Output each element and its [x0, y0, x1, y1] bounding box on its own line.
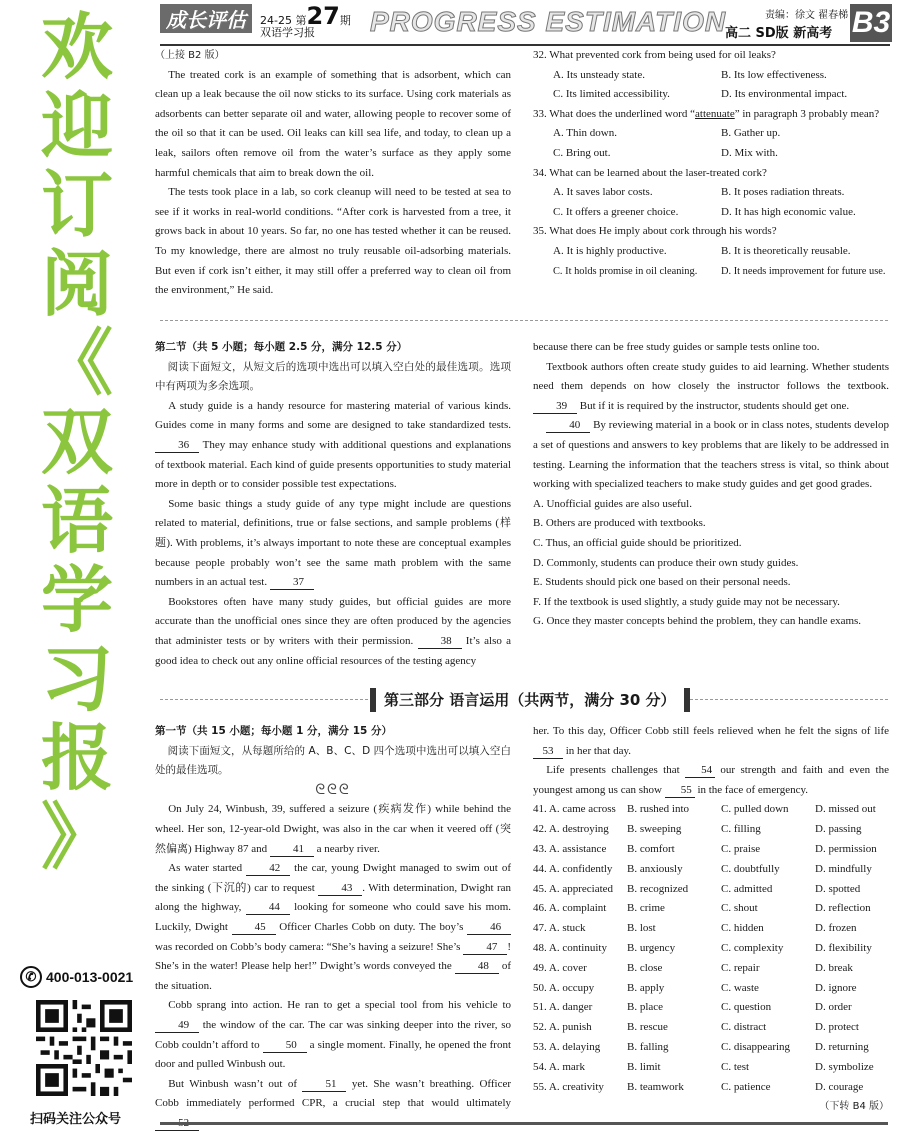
- option[interactable]: E. Students should pick one based on their personal needs.: [533, 576, 791, 589]
- option[interactable]: D. Mix with.: [721, 146, 778, 159]
- cloze-option[interactable]: D. mindfully: [815, 862, 872, 875]
- cloze-option[interactable]: D. returning: [815, 1040, 869, 1053]
- paper-name: 双语学习报: [260, 26, 315, 39]
- cloze-option[interactable]: C. distract: [721, 1021, 767, 1034]
- promo-strip: [0, 0, 148, 1132]
- section-title: 第二节（共 5 小题；每小题 2.5 分，满分 12.5 分）: [155, 341, 408, 353]
- cloze-option[interactable]: B. limit: [627, 1060, 661, 1073]
- cloze-option[interactable]: 43. A. assistance: [533, 842, 607, 855]
- divider: [160, 320, 888, 321]
- blank-47[interactable]: 47: [463, 940, 507, 955]
- option[interactable]: A. It is highly productive.: [553, 244, 667, 257]
- cloze-option[interactable]: C. shout: [721, 902, 758, 915]
- blank-49[interactable]: 49: [155, 1018, 199, 1033]
- cloze-option[interactable]: 42. A. destroying: [533, 823, 609, 836]
- part3-banner: [160, 688, 888, 712]
- cloze-option[interactable]: B. anxiously: [627, 862, 683, 875]
- cloze-option[interactable]: 41. A. came across: [533, 803, 616, 816]
- option[interactable]: A. Its unsteady state.: [553, 68, 645, 81]
- paragraph: A study guide is a handy resource for mastering material of various kinds. Guides come in many forms and some are designed to take standardized tests. 36 They may enhance study with additional questions and explanations of textbook material. Each kind of guide presents opportunities to study material more in depth or to consider possible test expectations.: [155, 399, 511, 491]
- slogan-char: 订: [40, 163, 113, 247]
- option[interactable]: C. Thus, an official guide should be prioritized.: [533, 536, 742, 549]
- blank-46[interactable]: 46: [467, 920, 511, 935]
- slogan-char: 迎: [40, 84, 113, 168]
- paragraph: The tests took place in a lab, so cork cleanup will need to be tested at sea to see if it works in real-world conditions. “After cork is harvested from a tree, it grows back in about 10 years. So far, no one has tested whether it can be reused. To my knowledge, there are almost no truly reusable oil-adsorbing materials. But even if cork isn’t either, it may still offer a preferred way to clean oil from the environment,” He said.: [155, 186, 511, 297]
- cloze-option[interactable]: B. recognized: [627, 882, 689, 895]
- paragraph: her. To this day, Officer Cobb still feels relieved when he felt the signs of life 53 in her that day.: [533, 725, 889, 757]
- cloze-option[interactable]: B. comfort: [627, 842, 675, 855]
- page-number: B3: [850, 4, 892, 42]
- cloze-option[interactable]: B. falling: [627, 1040, 669, 1053]
- slogan-char: 欢: [40, 5, 113, 89]
- brand-logo: 成长评估: [160, 4, 252, 33]
- cloze-option[interactable]: C. complexity: [721, 941, 784, 954]
- cloze-option[interactable]: D. break: [815, 961, 853, 974]
- part3-right: [533, 722, 889, 1117]
- cloze-option[interactable]: C. admitted: [721, 882, 773, 895]
- slogan-char: 习: [40, 637, 113, 721]
- cloze-option[interactable]: 46. A. complaint: [533, 902, 607, 915]
- issue-label: 第: [295, 14, 307, 27]
- cloze-option[interactable]: C. question: [721, 1001, 772, 1014]
- option[interactable]: A. Unofficial guides are also useful.: [533, 497, 692, 510]
- cloze-option[interactable]: D. missed out: [815, 803, 876, 816]
- cloze-option[interactable]: 48. A. continuity: [533, 941, 607, 954]
- slogan-char: 《: [40, 321, 113, 405]
- cloze-option[interactable]: B. crime: [627, 902, 665, 915]
- blank-42[interactable]: 42: [246, 861, 290, 876]
- cloze-option[interactable]: C. waste: [721, 981, 759, 994]
- option[interactable]: A. It saves labor costs.: [553, 186, 653, 199]
- section-banner: PROGRESS ESTIMATION: [370, 6, 727, 37]
- paragraph: The treated cork is an example of something that is adsorbent, which can clean up a leak because the oil now sticks to its surface. Using cork materials as adsorbents can better separate oil and water, allowing people to recover some of the oil so that it can be used. Oil leaks can kill sea life, and today, to clean up a leak, sailors often remove oil from the water’s surface as they apply some harmful chemicals that aim to break down the oil.: [155, 68, 511, 179]
- option[interactable]: D. Commonly, students can produce their own study guides.: [533, 556, 799, 569]
- option[interactable]: C. It holds promise in oil cleaning.: [553, 265, 698, 277]
- cloze-option[interactable]: B. sweeping: [627, 823, 682, 836]
- paragraph: because there can be free study guides or sample tests online too.: [533, 341, 820, 353]
- slogan-char: 学: [40, 558, 113, 642]
- cloze-option[interactable]: C. doubtfully: [721, 862, 780, 875]
- blank-40[interactable]: 40: [546, 418, 590, 433]
- editor-credit: 责编：徐文 翟春梯: [765, 10, 849, 21]
- cloze-option[interactable]: D. courage: [815, 1080, 864, 1093]
- paragraph: Cobb sprang into action. He ran to get a special tool from his vehicle to 49 the window of the car. The car was sinking deeper into the river, so Cobb couldn’t afford to 50 a single moment. Finally, he opened the front door and pulled Winbush out.: [155, 999, 511, 1071]
- cloze-option[interactable]: C. repair: [721, 961, 760, 974]
- qr-caption: 扫码关注公众号: [30, 1112, 122, 1127]
- paragraph: But Winbush wasn’t out of 51 yet. She wasn’t breathing. Officer Cobb immediately performed CPR, a crucial step that would ultimately 52: [155, 1077, 512, 1129]
- section2-right: [533, 338, 889, 632]
- cloze-option[interactable]: B. apply: [627, 981, 665, 994]
- blank-53[interactable]: 53: [533, 744, 563, 759]
- blank-37[interactable]: 37: [270, 575, 314, 590]
- option[interactable]: C. Its limited accessibility.: [553, 88, 670, 101]
- blank-38[interactable]: 38: [418, 634, 462, 649]
- cloze-option[interactable]: 53. A. delaying: [533, 1040, 601, 1053]
- phone-icon: ✆: [20, 966, 42, 988]
- cloze-option[interactable]: D. flexibility: [815, 941, 872, 954]
- cloze-option[interactable]: 44. A. confidently: [533, 862, 613, 875]
- reading-questions: [533, 46, 889, 281]
- cloze-option[interactable]: 52. A. punish: [533, 1021, 592, 1034]
- page-header: [160, 0, 890, 46]
- paragraph: On July 24, Winbush, 39, suffered a seizure (疾病发作) while behind the wheel. Her son, 12-year-old Dwight, was also in the car when it veered off (突然偏离) Highway 87 and 41 a nearby river.: [155, 803, 511, 855]
- section-instruction: 阅读下面短文，从短文后的选项中选出可以填入空白处的最佳选项。选项中有两项为多余选项。: [155, 360, 511, 393]
- blank-51[interactable]: 51: [302, 1077, 346, 1092]
- cloze-option[interactable]: 50. A. occupy: [533, 981, 595, 994]
- cloze-option[interactable]: D. order: [815, 1001, 852, 1014]
- blank-48[interactable]: 48: [455, 959, 499, 974]
- cloze-option[interactable]: D. permission: [815, 842, 877, 855]
- cloze-option[interactable]: C. filling: [721, 823, 761, 836]
- option[interactable]: C. Bring out.: [553, 146, 611, 159]
- section2-left: [155, 338, 511, 671]
- cloze-option[interactable]: B. rescue: [627, 1021, 668, 1034]
- slogan-char: 报: [40, 716, 113, 800]
- slogan-char: 双: [40, 400, 113, 484]
- cloze-option[interactable]: B. urgency: [627, 941, 676, 954]
- cloze-option[interactable]: D. spotted: [815, 882, 861, 895]
- option[interactable]: B. It poses radiation threats.: [721, 186, 845, 199]
- cloze-option[interactable]: 51. A. danger: [533, 1001, 593, 1014]
- paragraph: As water started 42 the car, young Dwight managed to swim out of the sinking (下沉的) car to request 43 . With determination, Dwight ran along the highway, 44 looking for someone who could save his mom. Luckily, Dwight 45 Officer Charles Cobb on duty. The boy’s 46 was recorded on Cobb’s body camera: “She’s having a seizure! She’s 47 ! She’s in the water! Please help her!” Dwight’s words conveyed the 48 of the situation.: [155, 862, 512, 992]
- blank-55[interactable]: 55: [665, 783, 695, 798]
- cloze-option[interactable]: C. pulled down: [721, 803, 789, 816]
- cloze-option[interactable]: C. hidden: [721, 922, 764, 935]
- paragraph: Life presents challenges that 54 our strength and faith and even the youngest among us can show 55 in the face of emergency.: [533, 764, 889, 796]
- phone-number: 400-013-0021: [46, 969, 134, 985]
- cloze-option[interactable]: C. disappearing: [721, 1040, 791, 1053]
- cloze-option[interactable]: D. protect: [815, 1021, 859, 1034]
- blank-52[interactable]: 52: [155, 1116, 199, 1131]
- decoration-icon: ᘓᘓᘓ: [315, 782, 351, 798]
- issue-num: 27: [306, 2, 340, 30]
- option[interactable]: B. Others are produced with textbooks.: [533, 517, 706, 530]
- blank-54[interactable]: 54: [685, 763, 715, 778]
- cloze-option[interactable]: C. praise: [721, 842, 761, 855]
- option[interactable]: D. It has high economic value.: [721, 205, 856, 218]
- issue-suffix: 期: [339, 14, 351, 27]
- underlined-word: attenuate: [695, 107, 735, 120]
- continued-note: （下转 B4 版）: [819, 1101, 889, 1113]
- cloze-option[interactable]: D. passing: [815, 823, 862, 836]
- cloze-option[interactable]: B. teamwork: [627, 1080, 684, 1093]
- cloze-option[interactable]: 49. A. cover: [533, 961, 587, 974]
- blank-41[interactable]: 41: [270, 842, 314, 857]
- paragraph: 40 By reviewing material in a book or in class notes, students develop a set of questions and answers to key problems that are likely to be addressed in testing. Learning the information that the teachers stress is vital, so think about working with specialized teachers to make study guides and get good grades.: [533, 419, 890, 491]
- question-32: 32. What prevented cork from being used for oil leaks?: [533, 49, 776, 61]
- cloze-option[interactable]: D. reflection: [815, 902, 871, 915]
- subscribe-slogan: [22, 5, 132, 879]
- continued-note: （上接 B2 版）: [155, 50, 225, 61]
- cloze-option[interactable]: 55. A. creativity: [533, 1080, 604, 1093]
- option[interactable]: D. Its environmental impact.: [721, 88, 848, 101]
- cloze-option[interactable]: B. place: [627, 1001, 664, 1014]
- option[interactable]: C. It offers a greener choice.: [553, 205, 679, 218]
- paragraph: Bookstores often have many study guides, but official guides are more accurate than the unofficial ones since they are often produced by the agencies that administer tests or by writers with their permission. 38 It’s also a good idea to check out any online official resources of the testing agency: [155, 595, 512, 667]
- section-title: 第一节（共 15 小题；每小题 1 分，满分 15 分）: [155, 725, 392, 737]
- slogan-char: 》: [40, 795, 113, 879]
- issue-year: 24-25: [260, 14, 292, 27]
- passage-continued: [155, 46, 511, 301]
- blank-43[interactable]: 43: [318, 881, 362, 896]
- option[interactable]: D. It needs improvement for future use.: [721, 265, 886, 277]
- option[interactable]: A. Thin down.: [553, 127, 617, 140]
- option[interactable]: B. Its low effectiveness.: [721, 68, 827, 81]
- cloze-option[interactable]: D. frozen: [815, 922, 857, 935]
- bottom-rule: [160, 1122, 888, 1125]
- slogan-char: 语: [40, 479, 113, 563]
- cloze-option[interactable]: B. rushed into: [627, 803, 690, 816]
- cloze-option[interactable]: D. ignore: [815, 981, 857, 994]
- blank-50[interactable]: 50: [263, 1038, 307, 1053]
- qr-code-icon[interactable]: [36, 1000, 132, 1096]
- cloze-option[interactable]: 45. A. appreciated: [533, 882, 614, 895]
- cloze-option[interactable]: D. symbolize: [815, 1060, 874, 1073]
- cloze-option[interactable]: B. close: [627, 961, 663, 974]
- cloze-options: [533, 800, 889, 1097]
- option[interactable]: B. It is theoretically reusable.: [721, 244, 851, 257]
- option[interactable]: B. Gather up.: [721, 127, 781, 140]
- grade-edition: 高二 SD版 新高考: [725, 26, 833, 41]
- option[interactable]: G. Once they master concepts behind the problem, they can handle exams.: [533, 615, 862, 628]
- blank-39[interactable]: 39: [533, 399, 577, 414]
- cloze-option[interactable]: 47. A. stuck: [533, 922, 586, 935]
- cloze-option[interactable]: B. lost: [627, 922, 656, 935]
- question-34: 34. What can be learned about the laser-treated cork?: [533, 166, 767, 179]
- slogan-char: 阅: [40, 242, 113, 326]
- cloze-option[interactable]: C. patience: [721, 1080, 771, 1093]
- question-33: 33. What does the underlined word “attenuate” in paragraph 3 probably mean?: [533, 107, 880, 120]
- cloze-option[interactable]: 54. A. mark: [533, 1060, 585, 1073]
- blank-44[interactable]: 44: [246, 900, 290, 915]
- blank-45[interactable]: 45: [232, 920, 276, 935]
- blank-36[interactable]: 36: [155, 438, 199, 453]
- question-35: 35. What does He imply about cork through his words?: [533, 225, 777, 238]
- paragraph: Textbook authors often create study guides to aid learning. Whether students need them depends on how closely the instructor follows the textbook. 39 But if it is required by the instructor, students should get one.: [533, 360, 889, 412]
- phone-contact[interactable]: [20, 966, 133, 988]
- cloze-option[interactable]: C. test: [721, 1060, 750, 1073]
- paragraph: Some basic things a study guide of any type might include are questions related to material, definitions, true or false sections, and sample problems (样题). With problems, it’s always important to note these are conceptual examples because people probably won’t see the same math problem with the same numbers in an actual test. 37: [155, 497, 511, 589]
- part-title: 第三部分 语言运用（共两节，满分 30 分）: [370, 688, 690, 712]
- section-instruction: 阅读下面短文，从每题所给的 A、B、C、D 四个选项中选出可以填入空白处的最佳选项。: [155, 744, 511, 777]
- option[interactable]: F. If the textbook is used slightly, a study guide may not be necessary.: [533, 595, 840, 608]
- part3-left: [155, 722, 511, 1133]
